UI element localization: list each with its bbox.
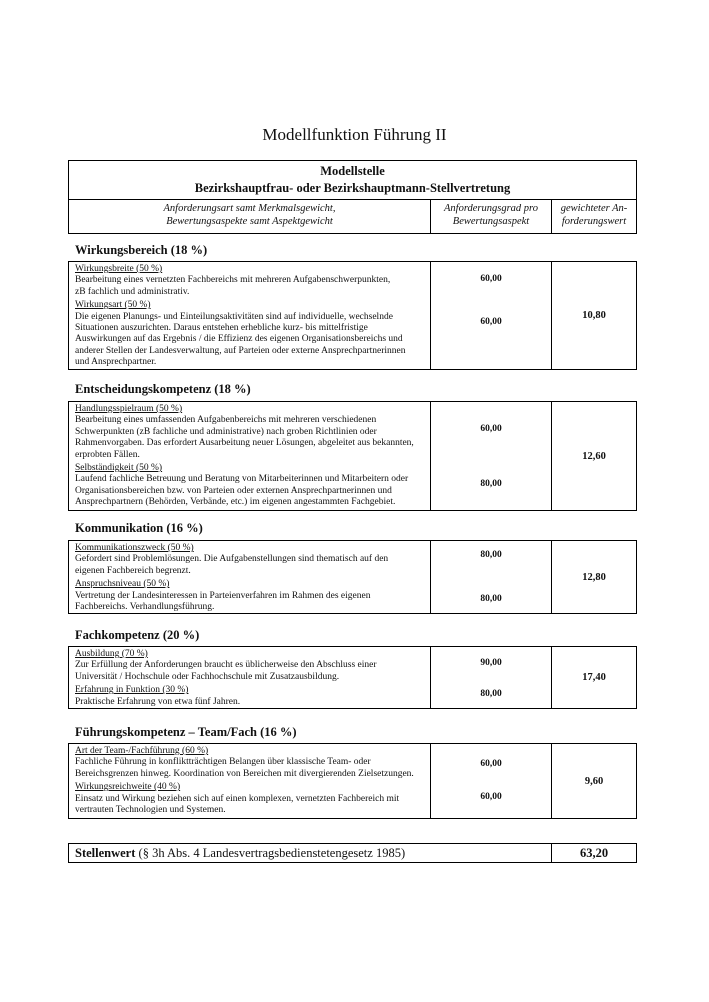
aspect-text-line: Die eigenen Planungs- und Einteilungsaktivitäten sind auf individuelle, wechselnde — [75, 311, 393, 322]
column-header-weighted-line-2: forderungswert — [561, 215, 627, 227]
aspect-text-line: Ansprechpartnern (Behörden, Verbände, etc.) im eigenen angestammten Fachgebiet. — [75, 497, 396, 508]
weighted-value: 9,60 — [551, 744, 636, 818]
section-criteria-text — [69, 647, 430, 708]
grade-cell — [430, 402, 551, 510]
total-value: 63,20 — [551, 844, 636, 862]
aspect-text-line: Situationen auszurichten. Daraus entstehen erhebliche kurz- bis mittelfristige — [75, 323, 368, 334]
aspect-text-line: zB fachlich und administrativ. — [75, 286, 190, 297]
aspect-text-line: Rahmenvorgaben. Das erfordert Ausarbeitung neuer Lösungen, abgeleitet aus bekannten, — [75, 438, 414, 449]
section-criteria-text — [69, 402, 430, 510]
aspect-name: Erfahrung in Funktion (30 %) — [75, 685, 189, 696]
column-header-criteria — [69, 200, 430, 234]
page-title: Modellfunktion Führung II — [262, 125, 447, 144]
aspect-text-line: Gefordert sind Problemlösungen. Die Aufgabenstellungen sind thematisch auf den — [75, 554, 389, 565]
header-line-1: Modellstelle — [320, 164, 385, 178]
aspect-grade-value: 60,00 — [480, 424, 502, 434]
aspect-name: Art der Team-/Fachführung (60 %) — [75, 746, 209, 756]
aspect-grade-value: 80,00 — [480, 594, 502, 604]
aspect-name: Wirkungsreichweite (40 %) — [75, 782, 181, 793]
aspect-grade-value: 60,00 — [480, 274, 502, 284]
section-table-wirkungsbereich — [68, 261, 637, 370]
aspect-text-line: Organisationsbereichen bzw. von Parteien oder externen Ansprechpartnerinnen und — [75, 485, 392, 496]
total-label — [69, 844, 551, 862]
aspect-grade-value: 80,00 — [480, 479, 502, 489]
aspect-text-line: erprobten Fällen. — [75, 449, 140, 460]
aspect-text-line: Bearbeitung eines vernetzten Fachbereichs mit mehreren Aufgabenschwerpunkten, — [75, 275, 391, 286]
aspect-name: Handlungsspielraum (50 %) — [75, 404, 183, 414]
aspect-text-line: Bearbeitung eines umfassenden Aufgabenbereichs mit mehreren verschiedenen — [75, 415, 377, 426]
section-criteria-text — [69, 744, 430, 818]
aspect-block — [75, 649, 426, 683]
aspect-name: Wirkungsart (50 %) — [75, 300, 151, 311]
section-table-fuehrungskompetenz — [68, 743, 637, 819]
weighted-value: 10,80 — [551, 262, 636, 369]
column-header-weighted — [551, 200, 636, 234]
section-title-kommunikation: Kommunikation (16 %) — [75, 521, 203, 535]
aspect-text-line: Einsatz und Wirkung beziehen sich auf einen komplexen, vernetzten Fachbereich mit — [75, 793, 400, 804]
aspect-text-line: Vertretung der Landesinteressen in Parteienverfahren im Rahmen des eigenen — [75, 590, 371, 601]
total-row — [68, 843, 637, 863]
section-title-wirkungsbereich: Wirkungsbereich (18 %) — [75, 243, 208, 257]
aspect-block — [75, 782, 426, 816]
aspect-name: Kommunikationszweck (50 %) — [75, 543, 194, 553]
aspect-text-line: anderer Stellen der Landesverwaltung, auf Parteien oder externe Ansprechpartnerinnen — [75, 345, 406, 356]
aspect-grade-value: 90,00 — [480, 658, 502, 668]
total-label-bold: Stellenwert — [75, 846, 136, 860]
column-header-criteria-line-2: Bewertungsaspekte samt Aspektgewicht — [166, 215, 333, 227]
column-header-grade-line-2: Bewertungsaspekt — [452, 215, 530, 227]
grade-cell — [430, 744, 551, 818]
aspect-text-line: Fachbereichs. Verhandlungsführung. — [75, 602, 215, 613]
weighted-value: 12,80 — [551, 541, 636, 613]
grade-cell — [430, 541, 551, 613]
aspect-name: Ausbildung (70 %) — [75, 649, 148, 659]
aspect-text-line: Bereichsgrenzen hinweg. Koordination von Bereichen mit divergierenden Zielsetzungen. — [75, 768, 414, 779]
aspect-grade-value: 60,00 — [480, 759, 502, 769]
aspect-block — [75, 685, 426, 708]
aspect-block — [75, 300, 426, 368]
total-label-reference: (§ 3h Abs. 4 Landesvertragsbedienstetengesetz 1985) — [138, 846, 406, 860]
header-title-block — [69, 161, 636, 200]
aspect-text-line: vertrauten Technologien und Systemen. — [75, 805, 226, 816]
aspect-grade-value: 60,00 — [480, 317, 502, 327]
aspect-text-line: Zur Erfüllung der Anforderungen braucht es üblicherweise den Abschluss einer — [75, 660, 377, 671]
aspect-text-line: Auswirkungen auf das Ergebnis / die Effizienz des eigenen Organisationsbereichs und — [75, 334, 403, 345]
aspect-block — [75, 579, 426, 613]
aspect-name: Selbständigkeit (50 %) — [75, 463, 163, 474]
header-line-2: Bezirkshauptfrau- oder Bezirkshauptmann-Stellvertretung — [194, 181, 511, 195]
section-title-fuehrungskompetenz: Führungskompetenz – Team/Fach (16 %) — [75, 725, 297, 739]
aspect-block — [75, 543, 426, 577]
section-criteria-text — [69, 262, 430, 369]
section-table-fachkompetenz — [68, 646, 637, 709]
grade-cell — [430, 647, 551, 708]
aspect-text-line: eigenen Fachbereich begrenzt. — [75, 565, 191, 576]
aspect-block — [75, 463, 426, 509]
aspect-grade-value: 60,00 — [480, 792, 502, 802]
section-criteria-text — [69, 541, 430, 613]
aspect-block — [75, 404, 426, 461]
aspect-text-line: Universität / Hochschule oder Fachhochschule mit Zusatzausbildung. — [75, 671, 340, 682]
column-header-grade — [430, 200, 551, 234]
grade-cell — [430, 262, 551, 369]
section-title-entscheidungskompetenz: Entscheidungskompetenz (18 %) — [75, 382, 251, 396]
aspect-text-line: und Ansprechpartner. — [75, 357, 157, 368]
section-table-kommunikation — [68, 540, 637, 614]
aspect-block — [75, 264, 426, 298]
aspect-name: Anspruchsniveau (50 %) — [75, 579, 170, 590]
column-header-criteria-line-1: Anforderungsart samt Merkmalsgewicht, — [163, 203, 336, 214]
header-table — [68, 160, 637, 234]
aspect-text-line: Fachliche Führung in konfliktträchtigen Belangen über klassische Team- oder — [75, 757, 371, 768]
aspect-text-line: Praktische Erfahrung von etwa fünf Jahren. — [75, 696, 241, 707]
aspect-grade-value: 80,00 — [480, 550, 502, 560]
aspect-block — [75, 746, 426, 780]
aspect-name: Wirkungsbreite (50 %) — [75, 264, 163, 274]
weighted-value: 12,60 — [551, 402, 636, 510]
section-table-entscheidungskompetenz — [68, 401, 637, 511]
column-header-weighted-line-1: gewichteter An- — [560, 203, 628, 214]
aspect-text-line: Laufend fachliche Betreuung und Beratung von Mitarbeiterinnen und Mitarbeitern oder — [75, 474, 409, 485]
section-title-fachkompetenz: Fachkompetenz (20 %) — [75, 628, 200, 642]
aspect-text-line: Schwerpunkten (zB fachliche und administrative) nach groben Richtlinien oder — [75, 426, 377, 437]
column-header-grade-line-1: Anforderungsgrad pro — [443, 203, 539, 214]
header-columns — [69, 200, 636, 234]
weighted-value: 17,40 — [551, 647, 636, 708]
aspect-grade-value: 80,00 — [480, 689, 502, 699]
